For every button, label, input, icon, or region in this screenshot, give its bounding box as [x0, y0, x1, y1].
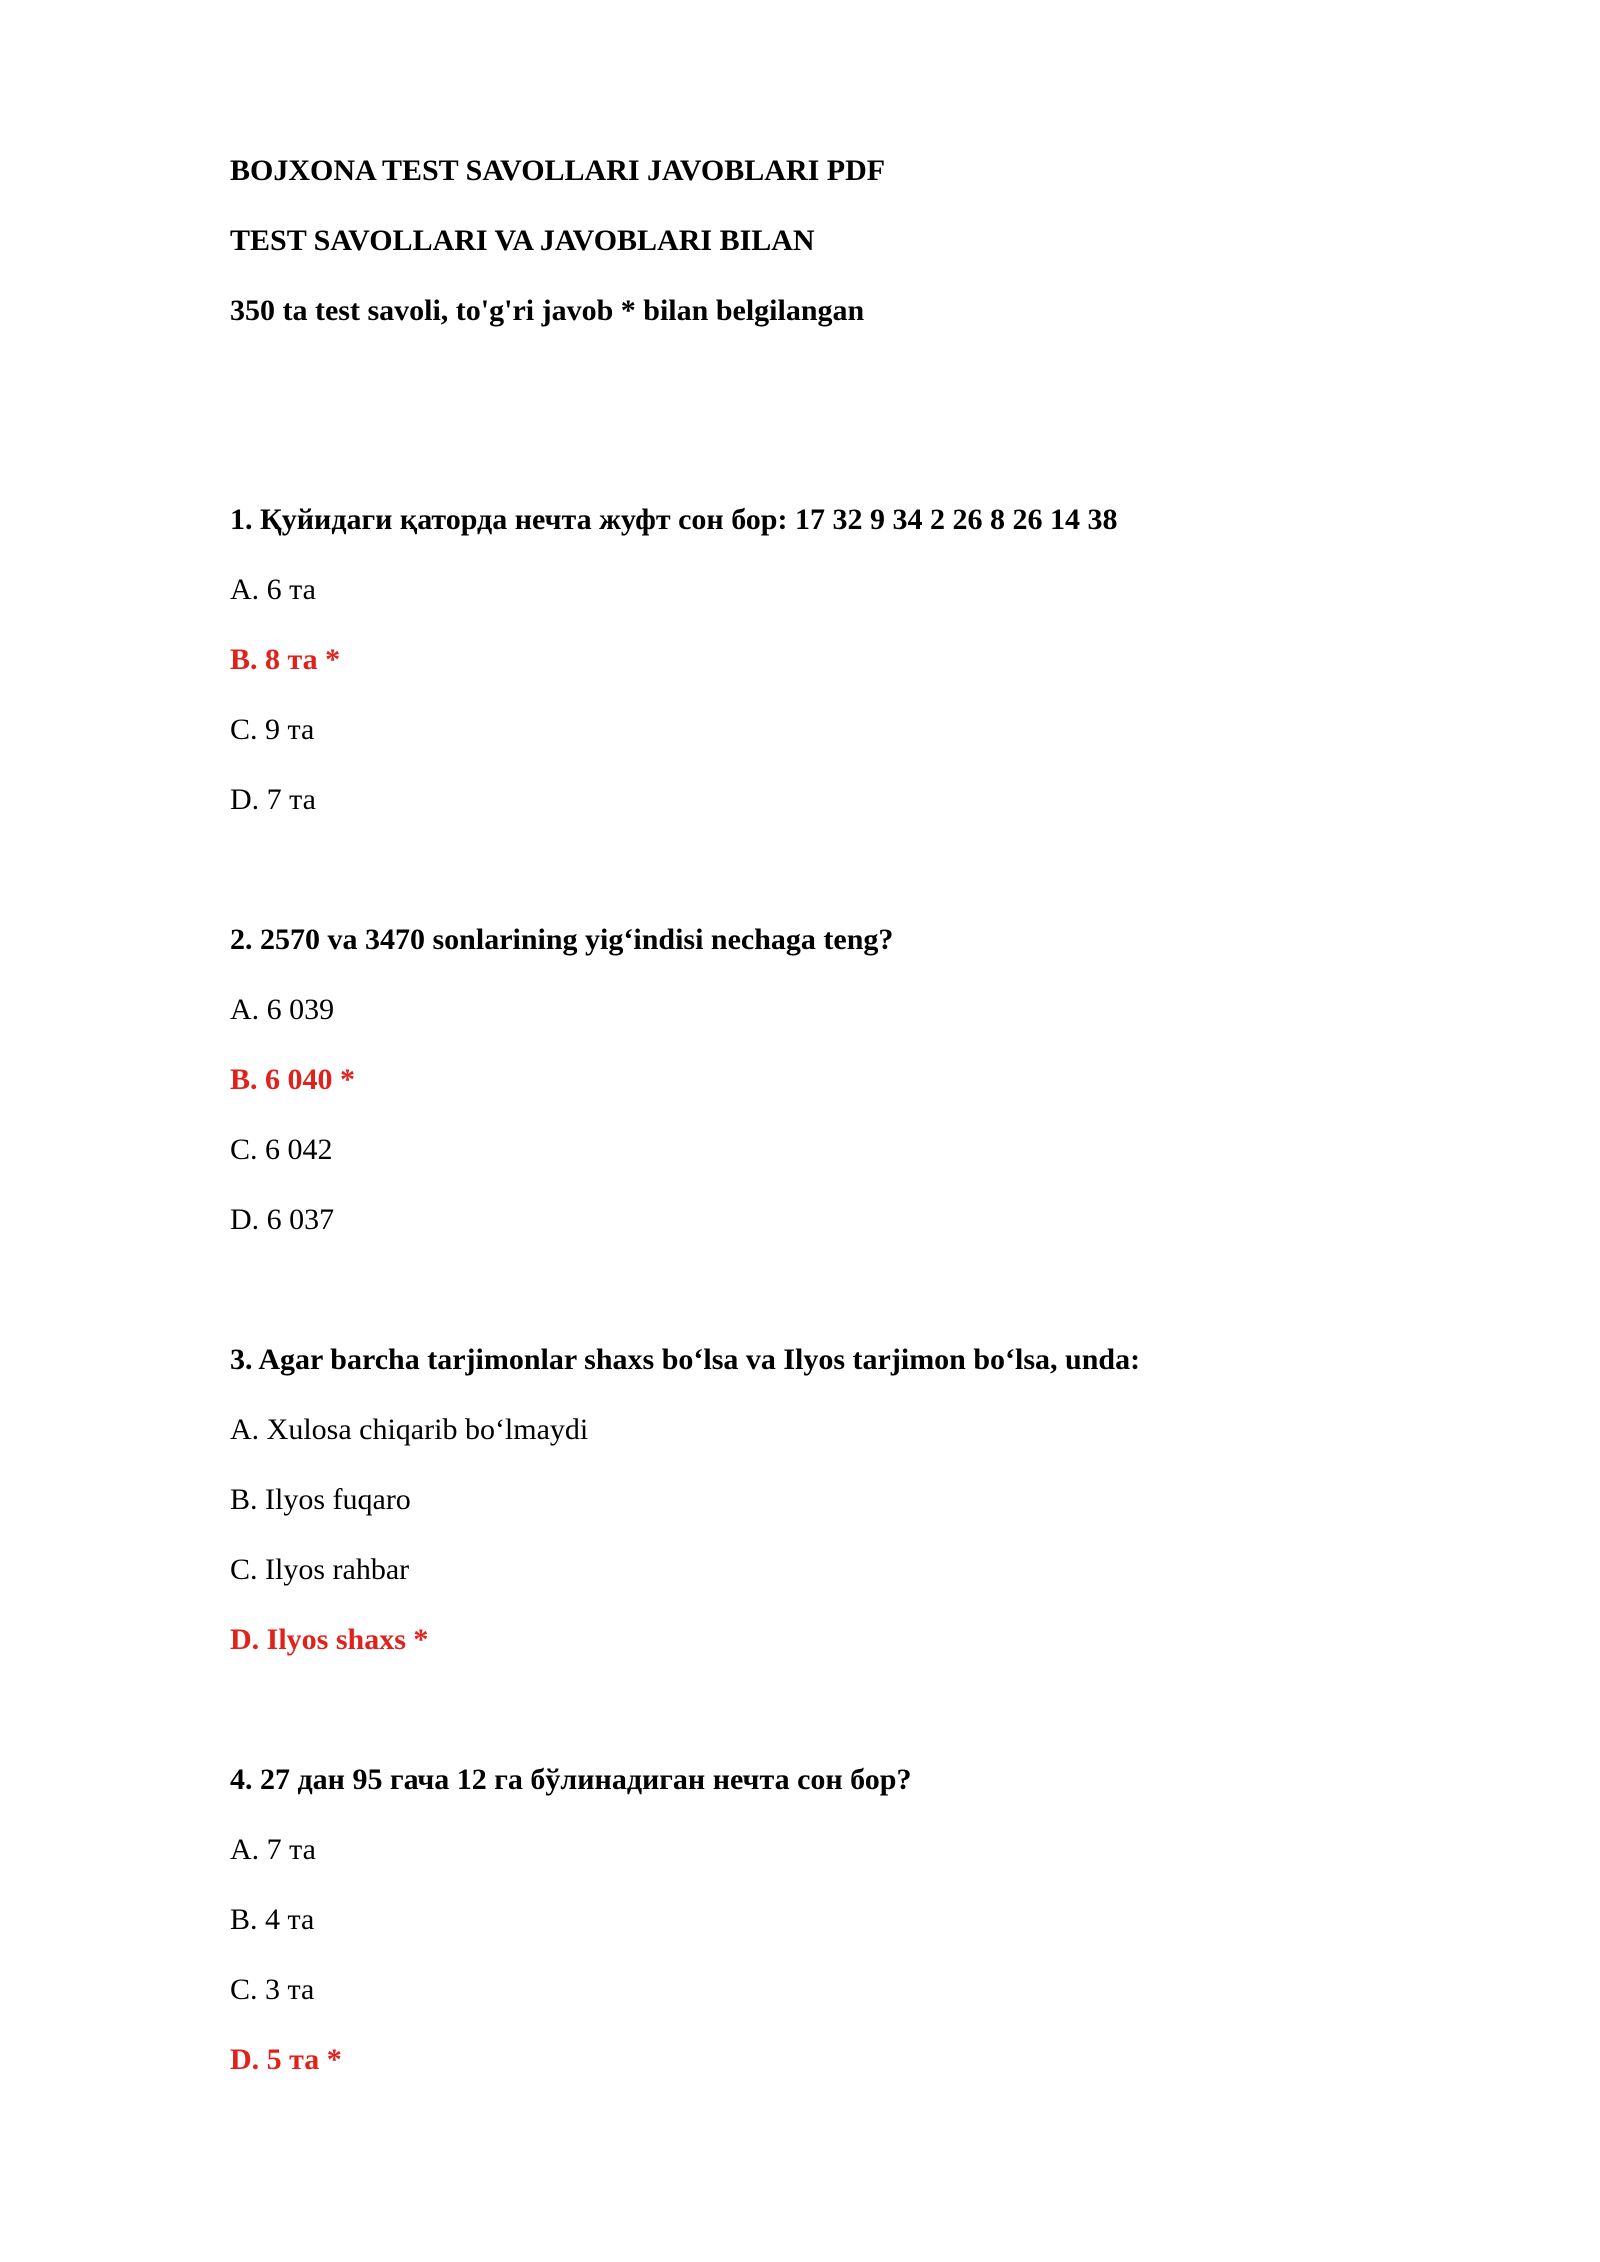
answer-option: A. Xulosa chiqarib bo‘lmaydi — [230, 1413, 589, 1446]
answer-option: B. 4 та — [230, 1903, 315, 1936]
document-note: 350 ta test savoli, to'g'ri javob * bilan belgilangan — [230, 294, 865, 327]
question-text: 3. Agar barcha tarjimonlar shaxs bo‘lsa va Ilyos tarjimon bo‘lsa, unda: — [230, 1343, 1141, 1376]
question-spacer — [230, 1267, 1480, 1337]
answer-option: C. Ilyos rahbar — [230, 1553, 410, 1586]
question-text: 4. 27 дан 95 гача 12 га бўлинадиган нечта сон бор? — [230, 1763, 912, 1796]
question-spacer — [230, 847, 1480, 917]
document-page — [230, 148, 1480, 2107]
answer-option: C. 6 042 — [230, 1133, 333, 1166]
question-spacer — [230, 1687, 1480, 1757]
answer-option: D. Ilyos shaxs * — [230, 1623, 429, 1656]
question-text: 2. 2570 va 3470 sonlarining yig‘indisi nechaga teng? — [230, 923, 894, 956]
question-block — [230, 497, 1480, 917]
document-subtitle: TEST SAVOLLARI VA JAVOBLARI BILAN — [230, 224, 815, 257]
answer-option: A. 7 та — [230, 1833, 316, 1866]
answer-option: A. 6 та — [230, 573, 316, 606]
answer-option: C. 9 та — [230, 713, 315, 746]
header-spacer — [230, 358, 1480, 497]
answer-option: D. 6 037 — [230, 1203, 335, 1236]
answer-option: A. 6 039 — [230, 993, 335, 1026]
answer-option: D. 7 та — [230, 783, 316, 816]
question-list — [230, 497, 1480, 2107]
question-block — [230, 1337, 1480, 1757]
answer-option: B. Ilyos fuqaro — [230, 1483, 411, 1516]
question-text: 1. Қуйидаги қаторда нечта жуфт сон бор: 17 32 9 34 2 26 8 26 14 38 — [230, 503, 1118, 536]
question-block — [230, 1757, 1480, 2107]
answer-option: B. 6 040 * — [230, 1063, 356, 1096]
question-block — [230, 917, 1480, 1337]
document-title: BOJXONA TEST SAVOLLARI JAVOBLARI PDF — [230, 154, 886, 187]
answer-option: B. 8 та * — [230, 643, 341, 676]
answer-option: D. 5 та * — [230, 2043, 342, 2076]
answer-option: C. 3 та — [230, 1973, 315, 2006]
